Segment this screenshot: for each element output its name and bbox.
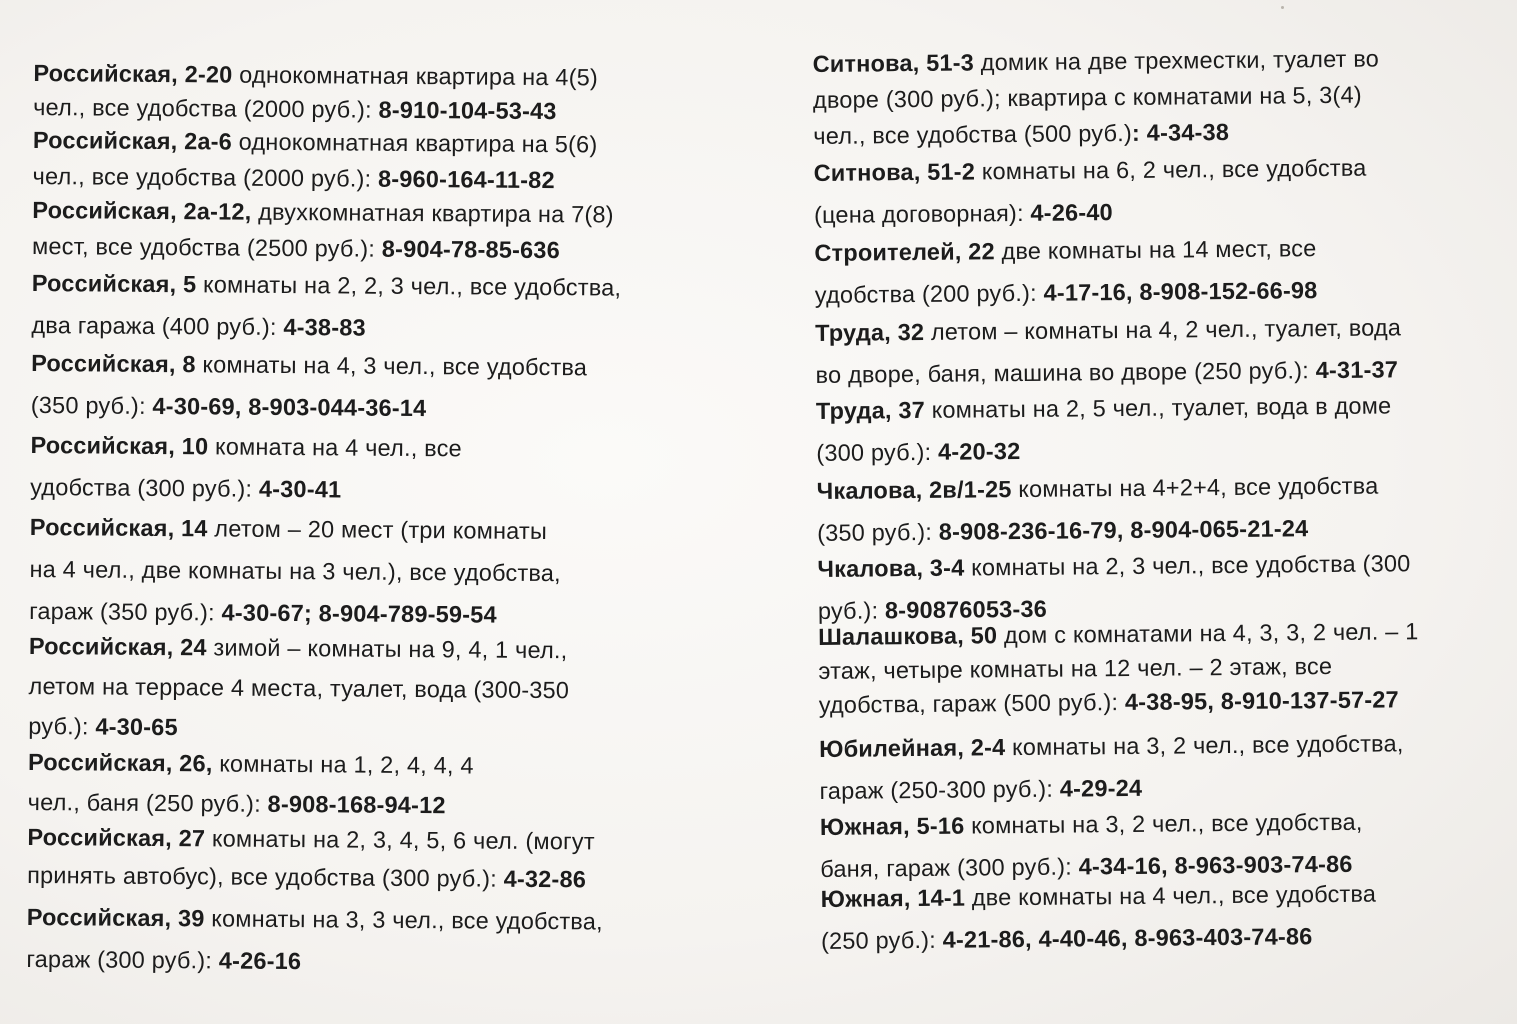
listing-line: [818, 648, 1419, 688]
listing-address: Южная, 14-1: [820, 884, 966, 912]
listing-phone: 4-34-16, 8-963-903-74-86: [1078, 850, 1353, 880]
listing-line: [30, 506, 562, 552]
listing-line: [812, 41, 1379, 82]
listing-description: комнаты на 6, 2 чел., все удобства: [974, 154, 1367, 185]
listing-description: две комнаты на 4 чел., все удобства: [964, 880, 1377, 911]
listing-entry: [813, 147, 1367, 236]
listing-address: Российская, 24: [28, 632, 207, 661]
listing-line: [31, 384, 587, 430]
listing-description: летом на террасе 4 места, туалет, вода (300-350: [28, 672, 570, 704]
listing-description: комнаты на 3, 2 чел., все удобства,: [964, 808, 1363, 839]
listing-phone: 8-910-104-53-43: [378, 96, 557, 125]
listing-entry: [31, 342, 588, 430]
listing-line: [30, 466, 462, 511]
listing-description: комнаты на 1, 2, 4, 4, 4: [212, 750, 474, 779]
listing-entry: [815, 306, 1402, 396]
listing-description: чел., все удобства (2000 руб.):: [33, 93, 379, 123]
listing-line: [30, 424, 462, 469]
listing-description: два гаража (400 руб.):: [31, 311, 284, 340]
listing-address: Российская, 14: [29, 513, 208, 542]
listing-address: Чкалова, 2в/1-25: [816, 476, 1012, 504]
listing-line: [26, 938, 602, 985]
listing-description: руб.):: [28, 712, 96, 740]
listing-line: [32, 262, 622, 309]
listing-description: комнаты на 2, 5 чел., туалет, вода в доме: [924, 392, 1392, 423]
listing-address: Ситнова, 51-2: [813, 158, 976, 186]
listing-address: Южная, 5-16: [819, 812, 965, 840]
listing-phone: 8-908-236-16-79, 8-904-065-21-24: [938, 515, 1309, 545]
listing-address: Труда, 32: [815, 318, 925, 346]
listing-description: этаж, четыре комнаты на 12 чел. – 2 этаж, все: [818, 653, 1333, 684]
listing-description: комнаты на 2, 2, 3 чел., все удобства,: [196, 271, 622, 301]
listing-line: [33, 56, 598, 94]
listing-description: две комнаты на 14 мест, все: [994, 235, 1317, 265]
listing-entry: [817, 465, 1379, 554]
listing-line: [31, 342, 587, 388]
listing-address: Ситнова, 51-3: [812, 49, 975, 77]
listing-description: (250 руб.):: [820, 926, 943, 954]
listing-description: чел., баня (250 руб.):: [27, 788, 268, 817]
listing-line: [28, 742, 474, 785]
listing-phone: 8-908-168-94-12: [267, 790, 446, 819]
listing-description: принять автобус), все удобства (300 руб.):: [27, 861, 504, 892]
listing-address: Российская, 2-20: [33, 59, 233, 88]
listing-line: [820, 801, 1363, 848]
listing-phone: 4-17-16, 8-908-152-66-98: [1043, 277, 1318, 306]
listing-entry: [819, 722, 1404, 812]
listing-entry: [32, 192, 614, 269]
listing-description: комнаты на 2, 3 чел., все удобства (300: [964, 550, 1411, 581]
listing-description: дом с комнатами на 4, 3, 3, 2 чел. – 1: [997, 618, 1419, 649]
listing-line: [816, 384, 1392, 432]
listing-description: комнаты на 4+2+4, все удобства: [1011, 472, 1379, 503]
listing-phone: 4-32-86: [503, 865, 587, 893]
listing-entry: [28, 626, 569, 750]
listing-entry: [26, 896, 603, 985]
listing-description: удобства (200 руб.):: [814, 279, 1044, 308]
listing-address: Российская, 27: [27, 823, 206, 852]
listing-phone: 8-960-164-11-82: [377, 165, 555, 194]
listing-description: двухкомнатная квартира на 7(8): [251, 198, 614, 228]
listing-description: гараж (250-300 руб.):: [819, 775, 1060, 804]
listing-description: комнаты на 2, 3, 4, 5, 6 чел. (могут: [205, 825, 595, 855]
listing-phone: 4-38-83: [283, 313, 366, 341]
listing-line: [29, 626, 570, 670]
listing-line: [813, 77, 1380, 118]
pencil-mark: [1281, 6, 1284, 9]
listing-line: [817, 542, 1410, 590]
listing-phone: 4-30-69, 8-903-044-36-14: [152, 392, 427, 422]
listing-line: [29, 548, 561, 594]
listing-description: (350 руб.):: [816, 518, 939, 546]
listing-description: чел., все удобства (500 руб.): [813, 119, 1133, 149]
listing-line: [815, 306, 1401, 354]
listing-phone: 4-20-32: [937, 438, 1021, 465]
listing-description: (цена договорная):: [813, 199, 1031, 228]
listing-address: Юбилейная, 2-4: [819, 734, 1006, 762]
listing-phone: 4-26-40: [1030, 199, 1113, 226]
listing-description: руб.):: [817, 597, 886, 624]
listing-address: Российская, 8: [31, 349, 196, 378]
listing-phone: 8-904-78-85-636: [381, 235, 561, 264]
listing-address: Российская, 39: [26, 903, 205, 932]
listing-description: летом – комнаты на 4, 2 чел., туалет, вода: [924, 314, 1402, 345]
listing-entry: [30, 424, 462, 511]
listing-description: гараж (350 руб.):: [29, 597, 222, 626]
listing-phone: 4-31-37: [1315, 356, 1399, 384]
listing-phone: 4-29-24: [1059, 774, 1143, 802]
listing-address: Российская, 5: [31, 269, 197, 298]
listing-line: [818, 614, 1419, 654]
listing-address: Российская, 2а-12,: [32, 196, 252, 225]
listing-address: Российская, 10: [30, 431, 209, 460]
listing-description: комната на 4 чел., все: [208, 433, 462, 462]
listing-line: [32, 192, 614, 233]
listing-description: удобства, гараж (500 руб.):: [818, 689, 1126, 718]
listing-description: однокомнатная квартира на 4(5): [232, 61, 599, 91]
listing-phone: 8-90876053-36: [884, 595, 1048, 624]
listing-address: Труда, 37: [815, 396, 926, 424]
listing-address: Строителей, 22: [814, 238, 995, 266]
listing-entry: [28, 742, 474, 825]
listing-description: во дворе, баня, машина во дворе (250 руб.):: [815, 357, 1316, 388]
listing-line: [33, 122, 598, 162]
listing-entry: [812, 41, 1379, 154]
listing-phone: 4-26-16: [218, 947, 302, 975]
listing-line: [821, 915, 1377, 962]
listing-phone: : 4-34-38: [1131, 119, 1230, 146]
listing-line: [27, 896, 603, 943]
listing-entry: [31, 262, 621, 351]
listing-description: летом – 20 мест (три комнаты: [207, 515, 548, 545]
listing-entry: [27, 818, 595, 898]
listing-description: (350 руб.):: [30, 391, 153, 419]
listing-description: комнаты на 3, 2 чел., все удобства,: [1005, 730, 1404, 761]
listing-description: (300 руб.):: [816, 438, 939, 466]
listing-address: Российская, 26,: [27, 748, 213, 777]
listing-entry: [32, 122, 597, 198]
listing-phone: 4-30-67; 8-904-789-59-54: [221, 599, 497, 628]
listing-description: мест, все удобства (2500 руб.):: [31, 232, 382, 262]
listing-line: [814, 227, 1317, 274]
listing-line: [27, 856, 595, 898]
listing-description: чел., все удобства (2000 руб.):: [32, 162, 379, 192]
listing-entry: [29, 506, 561, 636]
listing-description: однокомнатная квартира на 5(6): [231, 128, 598, 158]
listing-description: баня, гараж (300 руб.):: [820, 853, 1079, 882]
listing-line: [820, 873, 1376, 920]
listing-description: комнаты на 3, 3 чел., все удобства,: [204, 905, 603, 935]
listing-line: [27, 818, 595, 860]
listing-entry: [814, 227, 1317, 316]
listing-address: Чкалова, 3-4: [817, 554, 965, 582]
listing-line: [28, 666, 569, 710]
listing-description: гараж (300 руб.):: [26, 945, 219, 974]
listing-description: домик на две трехместки, туалет во: [973, 45, 1380, 76]
listing-description: на 4 чел., две комнаты на 3 чел.), все удобства,: [29, 555, 561, 587]
listing-entry: [816, 384, 1392, 474]
listing-description: зимой – комнаты на 9, 4, 1 чел.,: [206, 634, 568, 664]
listing-address: Шалашкова, 50: [817, 622, 998, 650]
listing-phone: 4-30-41: [258, 475, 342, 503]
listing-entry: [33, 56, 598, 128]
listing-phone: 4-38-95, 8-910-137-57-27: [1124, 686, 1399, 716]
left-column: [26, 0, 734, 975]
listing-phone: 4-21-86, 4-40-46, 8-963-403-74-86: [942, 923, 1313, 953]
listing-description: удобства (300 руб.):: [30, 473, 260, 502]
listing-line: [813, 147, 1366, 194]
listing-line: [819, 722, 1404, 770]
listing-description: комнаты на 4, 3 чел., все удобства: [195, 351, 588, 381]
listing-line: [819, 682, 1420, 722]
listing-address: Российская, 2а-6: [32, 126, 233, 155]
listing-line: [817, 465, 1379, 512]
listing-description: дворе (300 руб.); квартира с комнатами на 5, 3(4): [812, 81, 1362, 113]
listing-entry: [818, 614, 1419, 722]
listing-phone: 4-30-65: [95, 713, 178, 741]
listing-entry: [820, 873, 1376, 962]
